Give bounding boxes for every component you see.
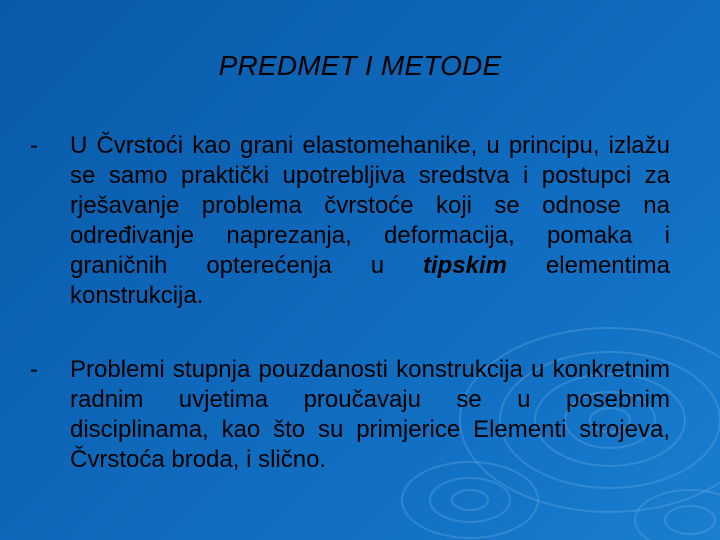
bullet-text-part: U Čvrstoći kao grani elastomehanike, u principu, izlažu se samo praktički upotrebljiva sredstva i postupci za rješavanje problema čvrstoće koji se odnose na određivanje naprezanja, deformacija, pomaka i graničnih opterećenja u <box>70 132 670 279</box>
bullet-text <box>70 131 670 311</box>
bullet-emphasis: tipskim <box>422 252 507 279</box>
bullet-item <box>30 131 670 311</box>
bullet-text: Problemi stupnja pouzdanosti konstrukcija u konkretnim radnim uvjetima proučavaju se u posebnim disciplinama, kao što su primjerice Elementi strojeva, Čvrstoća broda, i slično. <box>70 356 670 473</box>
bullet-item <box>30 355 670 475</box>
bullet-text-part: elementima konstrukcija. <box>70 252 670 309</box>
slide-title: PREDMET I METODE <box>218 50 502 81</box>
bullet-marker: - <box>30 356 38 383</box>
bullet-marker: - <box>30 132 38 159</box>
